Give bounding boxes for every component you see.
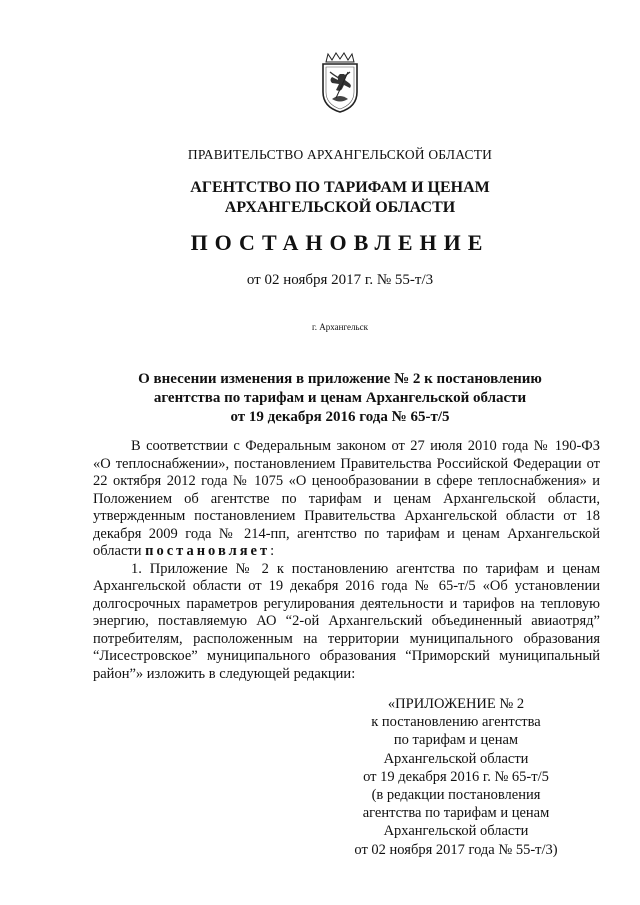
appendix-reference <box>340 695 572 859</box>
agency-heading-line1: АГЕНТСТВО ПО ТАРИФАМ И ЦЕНАМ <box>190 179 490 196</box>
appendix-line: (в редакции постановления <box>371 787 541 804</box>
document-body <box>93 438 600 683</box>
agency-heading <box>40 178 640 218</box>
appendix-line: агентства по тарифам и ценам <box>362 805 550 822</box>
body-paragraph-preamble <box>93 438 600 561</box>
appendix-line: по тарифам и ценам <box>393 732 519 749</box>
document-type: ПОСТАНОВЛЕНИЕ <box>190 230 490 255</box>
coat-of-arms-icon <box>318 52 362 114</box>
title-line1: О внесении изменения в приложение № 2 к постановлению <box>138 371 542 387</box>
document-title <box>40 370 640 427</box>
appendix-line: «ПРИЛОЖЕНИЕ № 2 <box>387 696 525 712</box>
resolves-punctuation: : <box>270 543 275 559</box>
appendix-line: от 19 декабря 2016 г. № 65-т/5 <box>363 768 549 785</box>
body-paragraph-item1: 1. Приложение № 2 к постановлению агентства по тарифам и ценам Архангельской области от 19 декабря 2016 года № 65-т/5 «Об установлении долгосрочных параметров регулирования деятельности и тарифов на тепловую энергию, поставляемую АО “2-ой Архангельский объединенный авиаотряд” потребителям, расположенным на территории муниципального образования “Лисестровское” муниципального образования “Приморский муниципальный район”» изложить в следующей редакции: <box>93 560 600 682</box>
preamble-text: В соответствии с Федеральным законом от 27 июля 2010 года № 190-ФЗ «О теплоснабжении», постановлением Правительства Российской Федерации от 22 октября 2012 года № 1075 «О ценообразовании в сфере теплоснабжения» и Положением об агентстве по тарифам и ценам Архангельской области, утвержденным постановлением Правительства Архангельской области от 18 декабря 2009 года № 214-пп, агентство по тарифам и ценам Архангельской области <box>93 438 600 559</box>
resolves-word: постановляет <box>145 543 271 559</box>
title-line3: от 19 декабря 2016 года № 65-т/5 <box>230 409 450 425</box>
appendix-line: от 02 ноября 2017 года № 55-т/3) <box>354 841 558 858</box>
agency-heading-line2: АРХАНГЕЛЬСКОЙ ОБЛАСТИ <box>224 199 456 216</box>
government-heading: ПРАВИТЕЛЬСТВО АРХАНГЕЛЬСКОЙ ОБЛАСТИ <box>187 147 493 162</box>
document-date-number: от 02 ноября 2017 г. № 55-т/3 <box>246 272 434 288</box>
appendix-line: Архангельской области <box>383 750 529 767</box>
appendix-line: к постановлению агентства <box>371 714 541 731</box>
document-city: г. Архангельск <box>312 322 368 332</box>
appendix-line: Архангельской области <box>383 823 529 840</box>
title-line2: агентства по тарифам и ценам Архангельской области <box>153 390 527 406</box>
